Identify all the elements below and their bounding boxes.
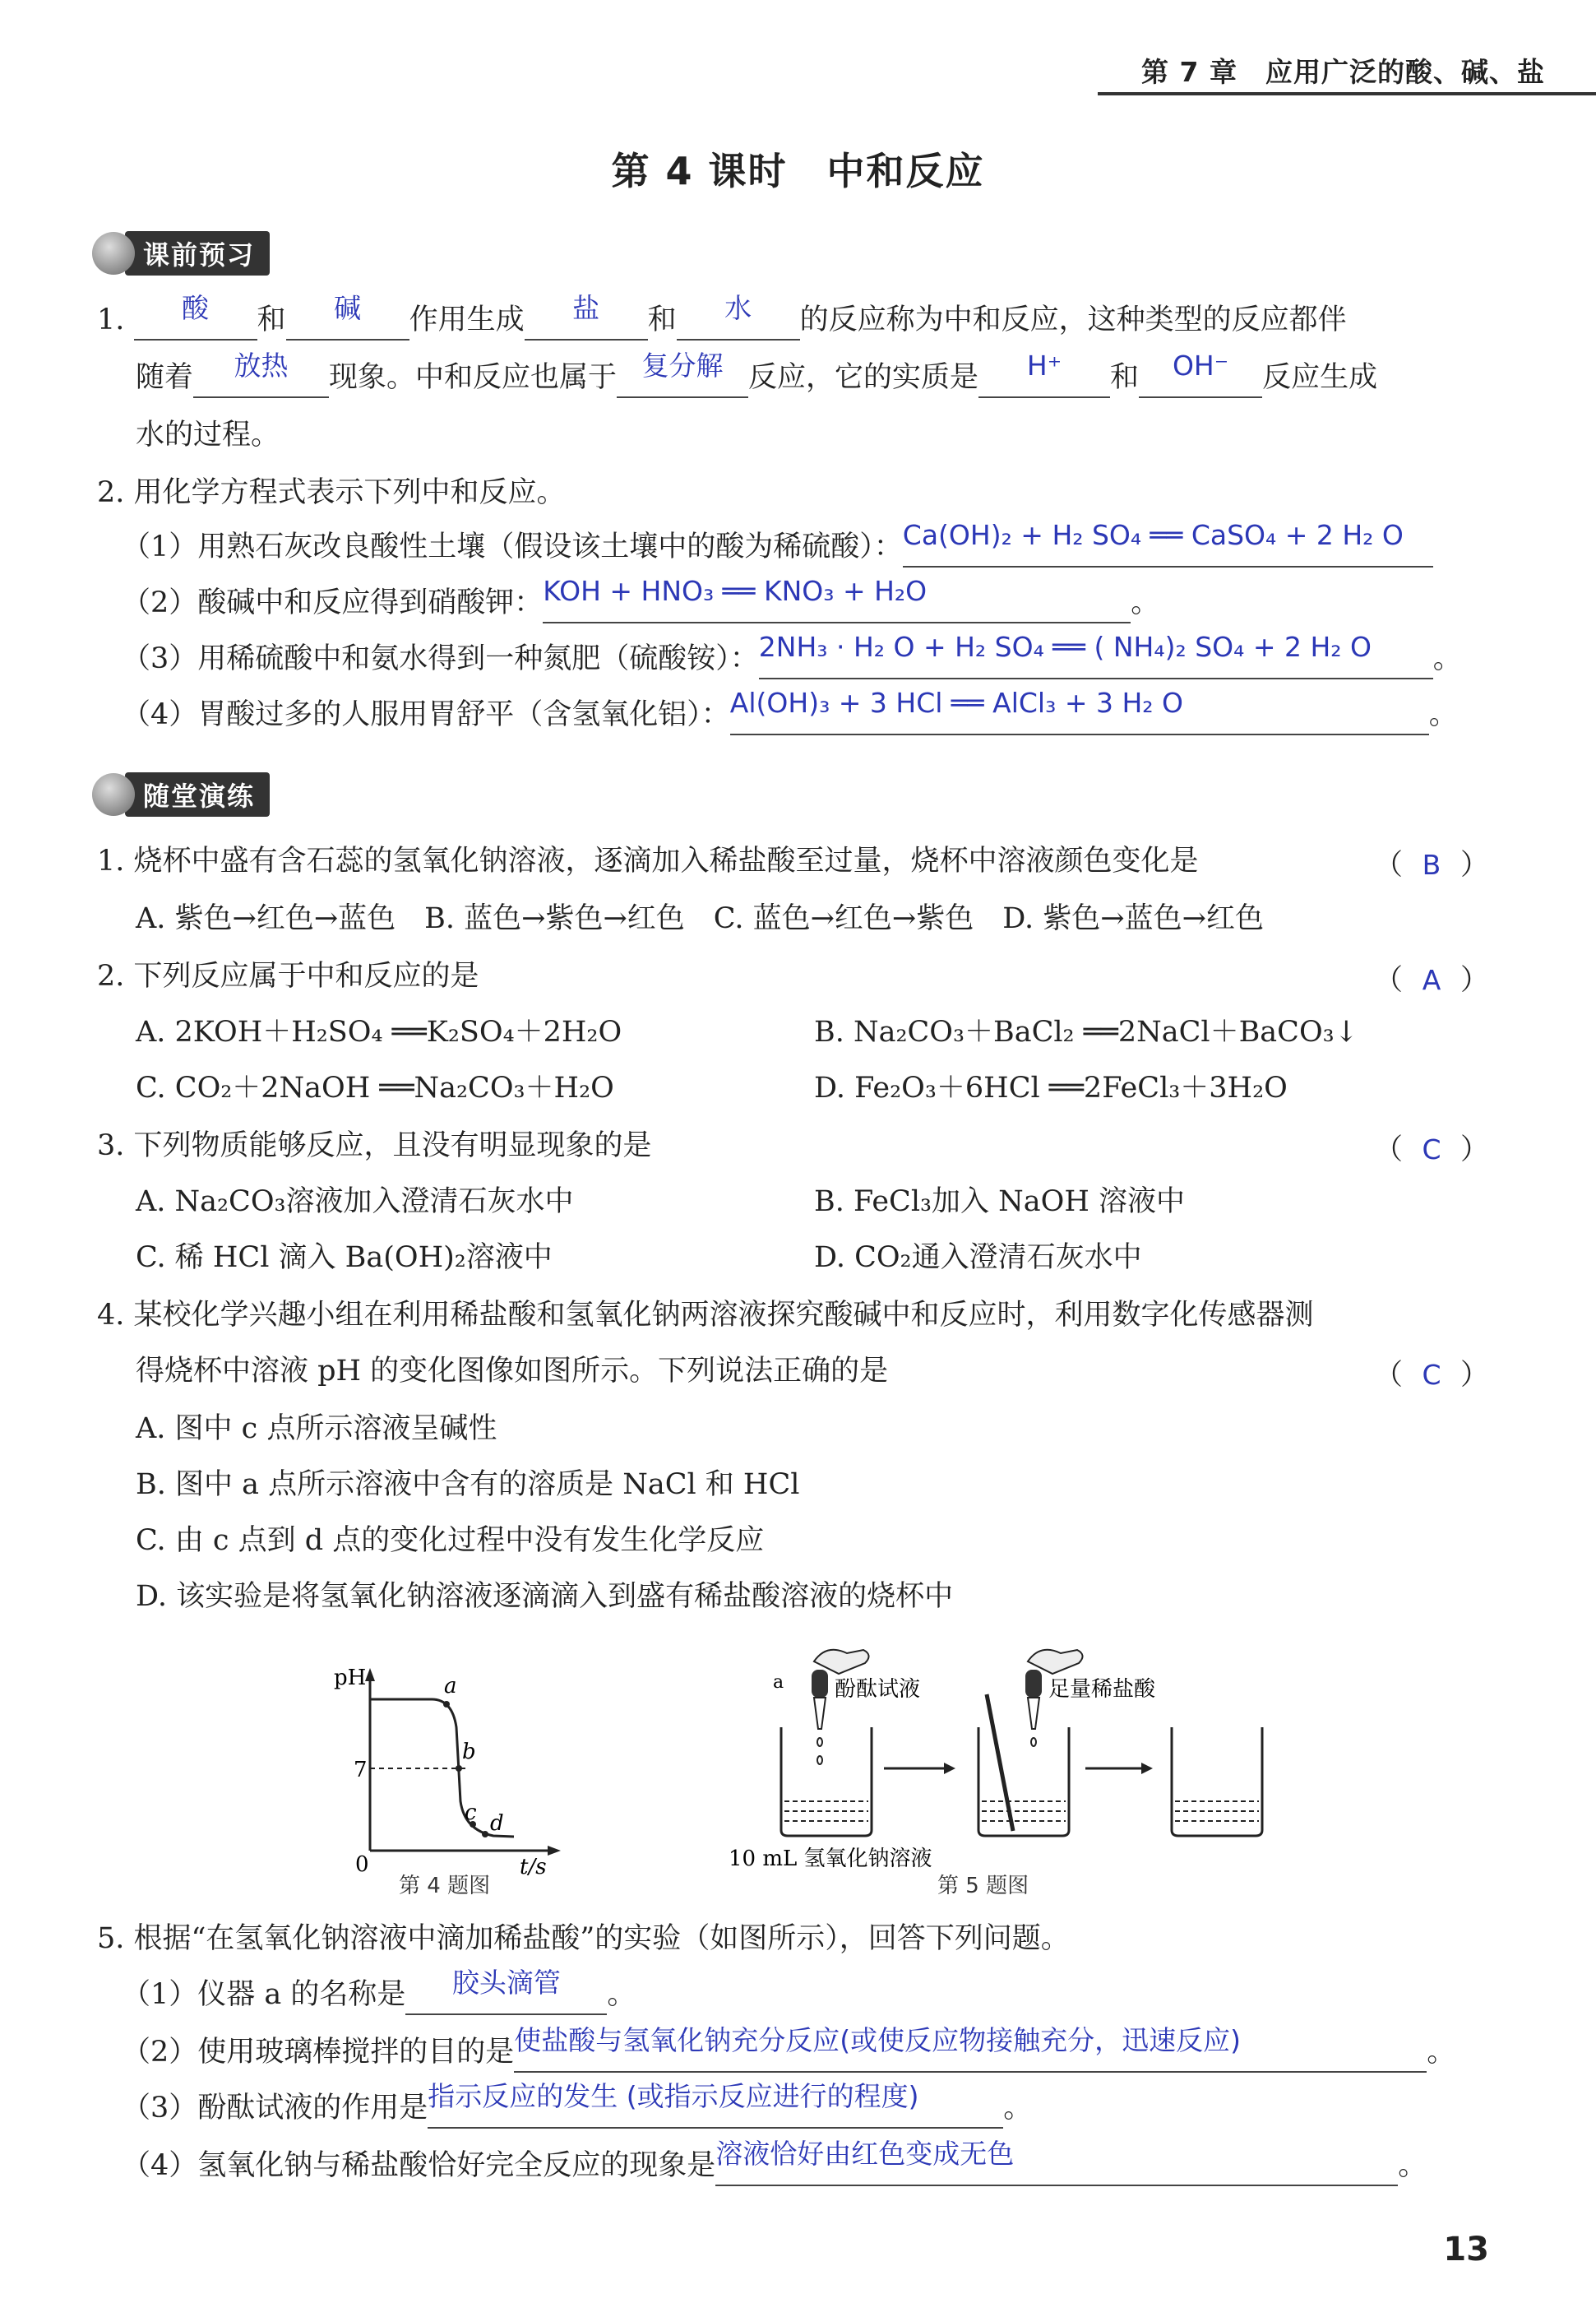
section-label: 随堂演练 [125, 772, 270, 817]
label-phenolphthalein: 酚酞试液 [835, 1677, 921, 1702]
blank-indicator-role: 指示反应的发生 (或指示反应进行的程度) [428, 2089, 1003, 2129]
header-rule [1098, 92, 1596, 95]
page-number: 13 [1443, 2231, 1489, 2268]
blank-acid: 酸 [134, 301, 257, 341]
practice-q2-stem: 2. 下列反应属于中和反应的是 [97, 960, 479, 993]
y-label: pH [334, 1666, 367, 1690]
blank-eq4: Al(OH)₃ + 3 HCl ══ AlCl₃ + 3 H₂ O [730, 696, 1429, 735]
arrow-1-head [944, 1763, 955, 1774]
blank-instrument: 胶头滴管 [405, 1976, 607, 2015]
option-d: D. CO₂通入澄清石灰水中 [814, 1241, 1142, 1274]
label-d: d [490, 1811, 504, 1836]
experiment-figure [724, 1637, 1299, 1875]
preview-q2-s4: （4）胃酸过多的人服用胃舒平（含氢氧化铝）：Al(OH)₃ + 3 HCl ══ AlCl₃ + 3 H₂ O 。 [122, 696, 1458, 735]
option-b: B. Na₂CO₃＋BaCl₂ ══2NaCl＋BaCO₃↓ [814, 1016, 1359, 1049]
ph-curve-figure [329, 1653, 576, 1875]
option-a: A. 图中 c 点所示溶液呈碱性 [136, 1412, 497, 1445]
preview-q2-stem: 2. 用化学方程式表示下列中和反应。 [97, 476, 566, 509]
option-b: B. FeCl₃加入 NaOH 溶液中 [814, 1185, 1186, 1218]
label-hcl: 足量稀盐酸 [1048, 1677, 1156, 1702]
preview-q2-s3: （3）用稀硫酸中和氨水得到一种氮肥（硫酸铵）：2NH₃ · H₂ O + H₂ SO₄ ══ ( NH₄)₂ SO₄ + 2 H₂ O 。 [122, 640, 1462, 679]
beaker-3 [1172, 1727, 1262, 1836]
practice-q5-s4: （4）氢氧化钠与稀盐酸恰好完全反应的现象是溶液恰好由红色变成无色 。 [122, 2147, 1427, 2186]
practice-q5-s3: （3）酚酞试液的作用是指示反应的发生 (或指示反应进行的程度) 。 [122, 2089, 1032, 2129]
preview-q1-line1: 1. 酸 和 碱 作用生成 盐 和 水 的反应称为中和反应，这种类型的反应都伴 [97, 301, 1347, 341]
page-title: 第 4 课时 中和反应 [611, 149, 985, 193]
figure5-caption: 第 5 题图 [937, 1874, 1029, 1898]
answer-paren: （ A ） [1373, 964, 1489, 997]
blank-stir-purpose: 使盐酸与氢氧化钠充分反应(或使反应物接触充分，迅速反应) [514, 2033, 1427, 2073]
blank-salt: 盐 [525, 301, 648, 341]
option-a: A. 2KOH＋H₂SO₄ ══K₂SO₄＋2H₂O [136, 1016, 622, 1049]
point-b [456, 1765, 462, 1772]
blank-heat: 放热 [193, 359, 329, 398]
practice-q3-stem: 3. 下列物质能够反应，且没有明显现象的是 [97, 1129, 652, 1162]
option-c: C. 稀 HCl 滴入 Ba(OH)₂溶液中 [136, 1241, 553, 1274]
beaker-1 [781, 1727, 872, 1836]
preview-q2-s1: （1）用熟石灰改良酸性土壤（假设该土壤中的酸为稀硫酸）：Ca(OH)₂ + H₂ SO₄ ══ CaSO₄ + 2 H₂ O [122, 528, 1433, 568]
beaker-2 [978, 1694, 1069, 1836]
dropper-1 [812, 1650, 869, 1764]
blank-reaction-type: 复分解 [617, 359, 748, 398]
blank-eq3: 2NH₃ · H₂ O + H₂ SO₄ ══ ( NH₄)₂ SO₄ + 2 H₂ O [759, 640, 1433, 679]
option-a: A. Na₂CO₃溶液加入澄清石灰水中 [136, 1185, 574, 1218]
y-axis-arrow [365, 1668, 375, 1681]
lightbulb-icon [92, 232, 135, 275]
section-preview [92, 232, 270, 275]
lightbulb-icon [92, 773, 135, 816]
blank-phenomenon: 溶液恰好由红色变成无色 [715, 2147, 1398, 2186]
section-label: 课前预习 [125, 231, 270, 276]
origin-label: 0 [355, 1852, 369, 1875]
practice-q1-options: A. 紫色→红色→蓝色 B. 蓝色→紫色→红色 C. 蓝色→红色→紫色 D. 紫色→蓝色→红色 [136, 902, 1264, 935]
label-naoh: 10 mL 氢氧化钠溶液 [729, 1847, 932, 1871]
answer-paren: （ C ） [1373, 1133, 1489, 1166]
practice-q4-stem-1: 4. 某校化学兴趣小组在利用稀盐酸和氢氧化钠两溶液探究酸碱中和反应时，利用数字化传感器测 [97, 1299, 1314, 1332]
y-tick-7: 7 [354, 1758, 368, 1782]
blank-eq2: KOH + HNO₃ ══ KNO₃ + H₂O [543, 584, 1131, 623]
blank-oh-ion: OH⁻ [1139, 359, 1262, 398]
answer-paren: （ B ） [1373, 849, 1489, 882]
practice-q5-stem: 5. 根据“在氢氧化钠溶液中滴加稀盐酸”的实验（如图所示），回答下列问题。 [97, 1922, 1070, 1955]
preview-q2-s2: （2）酸碱中和反应得到硝酸钾：KOH + HNO₃ ══ KNO₃ + H₂O 。 [122, 584, 1159, 623]
blank-eq1: Ca(OH)₂ + H₂ SO₄ ══ CaSO₄ + 2 H₂ O [903, 528, 1433, 568]
option-d: D. 该实验是将氢氧化钠溶液逐滴滴入到盛有稀盐酸溶液的烧杯中 [136, 1580, 954, 1613]
preview-q1-line2: 随着 放热 现象。中和反应也属于 复分解 反应，它的实质是 H⁺ 和 OH⁻ 反应生成 [136, 359, 1377, 398]
option-d: D. Fe₂O₃＋6HCl ══2FeCl₃＋3H₂O [814, 1072, 1288, 1105]
option-c: C. CO₂＋2NaOH ══Na₂CO₃＋H₂O [136, 1072, 614, 1105]
x-axis-arrow [548, 1846, 561, 1856]
practice-q1-stem: 1. 烧杯中盛有含石蕊的氢氧化钠溶液，逐滴加入稀盐酸至过量，烧杯中溶液颜色变化是 [97, 845, 1199, 878]
label-b: b [462, 1740, 476, 1764]
label-a: a [773, 1672, 784, 1693]
answer-paren: （ C ） [1373, 1359, 1489, 1392]
arrow-2-head [1141, 1763, 1153, 1774]
figure4-caption: 第 4 题图 [399, 1874, 491, 1898]
practice-q5-s2: （2）使用玻璃棒搅拌的目的是使盐酸与氢氧化钠充分反应(或使反应物接触充分，迅速反应) 。 [122, 2033, 1455, 2073]
label-c: c [465, 1800, 477, 1825]
practice-q4-stem-2: 得烧杯中溶液 pH 的变化图像如图所示。下列说法正确的是 [136, 1355, 889, 1388]
practice-q5-s1: （1）仪器 a 的名称是 胶头滴管 。 [122, 1976, 636, 2015]
label-a: a [444, 1674, 457, 1698]
option-c: C. 由 c 点到 d 点的变化过程中没有发生化学反应 [136, 1524, 765, 1557]
preview-q1-line3: 水的过程。 [136, 419, 280, 452]
blank-base: 碱 [286, 301, 409, 341]
point-a [443, 1701, 450, 1708]
section-practice [92, 773, 270, 816]
blank-h-ion: H⁺ [978, 359, 1110, 398]
option-b: B. 图中 a 点所示溶液中含有的溶质是 NaCl 和 HCl [136, 1468, 800, 1501]
chapter-header: 第 7 章 应用广泛的酸、碱、盐 [1141, 56, 1545, 88]
point-d [482, 1831, 488, 1837]
blank-water: 水 [677, 301, 800, 341]
x-label: t/s [520, 1855, 547, 1875]
